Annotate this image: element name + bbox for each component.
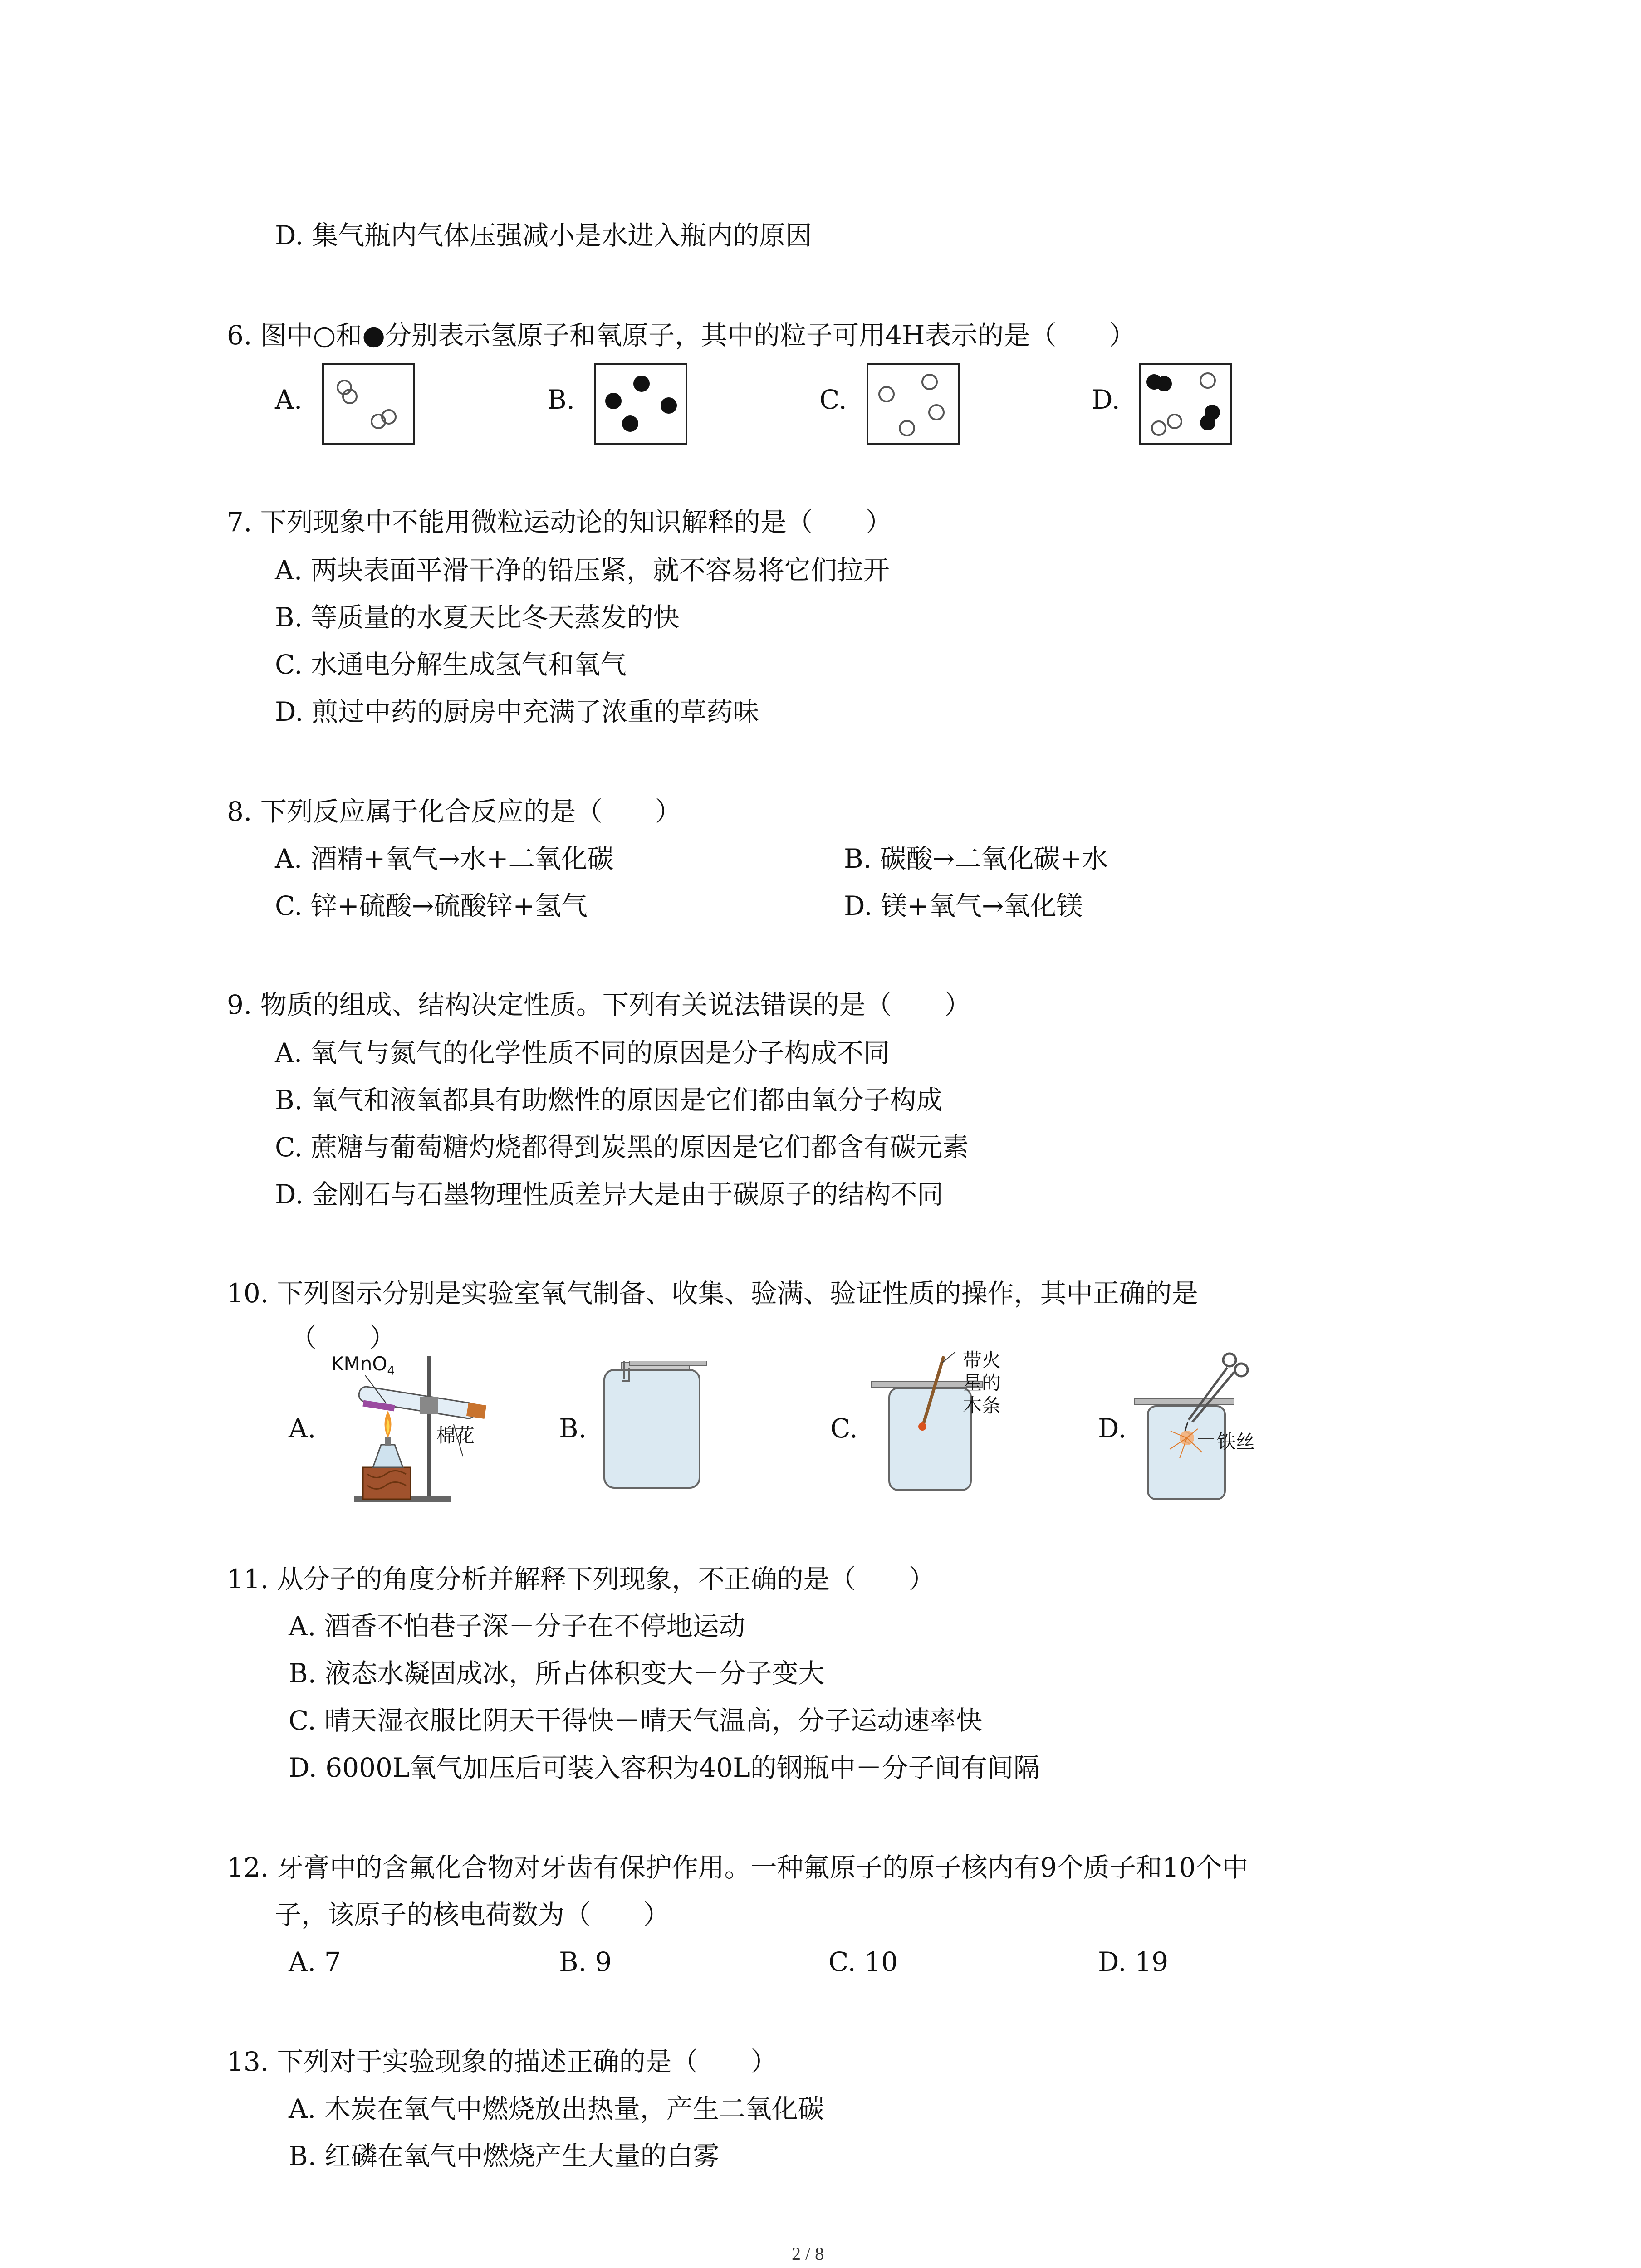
q7-option-a: A. 两块表面平滑干净的铅压紧，就不容易将它们拉开 <box>275 555 890 586</box>
q10-option-b-label: B. <box>559 1413 587 1444</box>
q10-stem-bracket: （ ） <box>290 1322 396 1353</box>
iron-wire-label: 铁丝 <box>1217 1431 1255 1453</box>
q12-option-a: A. 7 <box>289 1946 341 1977</box>
q6-option-c-particle-box <box>867 363 960 445</box>
kmno4-text: KMnO <box>331 1353 387 1375</box>
q9-option-b: B. 氧气和液氧都具有助燃性的原因是它们都由氧分子构成 <box>275 1085 943 1115</box>
q6-option-d-particle-box <box>1139 363 1232 445</box>
q10-stem: 10. 下列图示分别是实验室氧气制备、收集、验满、验证性质的操作，其中正确的是 <box>227 1278 1198 1309</box>
q10-d-iron-wire-burning <box>1134 1352 1298 1501</box>
q11-option-d: D. 6000L氧气加压后可装入容积为40L的钢瓶中－分子间有间隔 <box>289 1752 1040 1783</box>
q8-option-c: C. 锌+硫酸→硫酸锌+氢气 <box>275 890 588 921</box>
q9-stem: 9. 物质的组成、结构决定性质。下列有关说法错误的是（ ） <box>227 989 971 1020</box>
q12-option-c: C. 10 <box>828 1946 898 1977</box>
kmno4-label <box>331 1353 395 1378</box>
q11-option-b: B. 液态水凝固成冰，所占体积变大－分子变大 <box>289 1658 825 1689</box>
q10-option-c-label: C. <box>830 1413 858 1444</box>
splint-label-line2: 星的 <box>963 1372 1001 1394</box>
q6-option-b-particle-box <box>594 363 687 445</box>
q12-option-b: B. 9 <box>559 1946 612 1977</box>
q12-stem-line1: 12. 牙膏中的含氟化合物对牙齿有保护作用。一种氟原子的原子核内有9个质子和10个中 <box>227 1852 1249 1883</box>
q13-option-b: B. 红磷在氧气中燃烧产生大量的白雾 <box>289 2141 720 2171</box>
q7-stem: 7. 下列现象中不能用微粒运动论的知识解释的是（ ） <box>227 507 892 538</box>
q9-option-d: D. 金刚石与石墨物理性质差异大是由于碳原子的结构不同 <box>275 1179 944 1210</box>
q10-c-glowing-splint-test <box>871 1347 1016 1492</box>
collection-bottle-drawing <box>603 1361 708 1492</box>
q8-option-b: B. 碳酸→二氧化碳+水 <box>844 843 1108 874</box>
q10-option-a-label: A. <box>289 1413 316 1444</box>
q13-option-a: A. 木炭在氧气中燃烧放出热量，产生二氧化碳 <box>289 2093 824 2124</box>
q9-option-c: C. 蔗糖与葡萄糖灼烧都得到炭黑的原因是它们都含有碳元素 <box>275 1132 969 1163</box>
q12-stem-line2: 子，该原子的核电荷数为（ ） <box>275 1899 670 1930</box>
q11-stem: 11. 从分子的角度分析并解释下列现象，不正确的是（ ） <box>227 1564 935 1594</box>
q5-option-d: D. 集气瓶内气体压强减小是水进入瓶内的原因 <box>275 220 812 251</box>
q10-a-heating-apparatus <box>331 1352 522 1506</box>
q6-option-b-label: B. <box>547 384 575 415</box>
iron-wire-drawing <box>1134 1352 1298 1501</box>
splint-label-line3: 木条 <box>963 1394 1001 1417</box>
q6-option-d-label: D. <box>1092 384 1120 415</box>
q6-option-c-atoms <box>868 365 958 443</box>
q8-option-d: D. 镁+氧气→氧化镁 <box>844 890 1083 921</box>
q7-option-c: C. 水通电分解生成氢气和氧气 <box>275 649 627 680</box>
q13-stem: 13. 下列对于实验现象的描述正确的是（ ） <box>227 2046 777 2077</box>
q10-option-d-label: D. <box>1098 1413 1127 1444</box>
q12-option-d: D. 19 <box>1098 1946 1169 1977</box>
q11-option-a: A. 酒香不怕巷子深－分子在不停地运动 <box>289 1611 745 1642</box>
q6-stem: 6. 图中○和●分别表示氢原子和氧原子，其中的粒子可用4H表示的是（ ） <box>227 320 1136 351</box>
splint-label-line1: 带火 <box>963 1349 1001 1371</box>
q7-option-d: D. 煎过中药的厨房中充满了浓重的草药味 <box>275 696 759 727</box>
q6-option-b-atoms <box>596 365 686 443</box>
q6-option-d-atoms <box>1141 365 1230 443</box>
q10-b-collection-bottle <box>603 1361 708 1492</box>
q7-option-b: B. 等质量的水夏天比冬天蒸发的快 <box>275 602 680 633</box>
q6-option-c-label: C. <box>819 384 847 415</box>
kmno4-subscript: 4 <box>387 1364 395 1378</box>
page-number: 2 / 8 <box>792 2244 824 2264</box>
q6-option-a-particle-box <box>322 363 415 445</box>
q9-option-a: A. 氧气与氮气的化学性质不同的原因是分子构成不同 <box>275 1037 890 1068</box>
q11-option-c: C. 晴天湿衣服比阴天干得快－晴天气温高，分子运动速率快 <box>289 1705 983 1736</box>
cotton-label: 棉花 <box>436 1424 475 1447</box>
q6-option-a-label: A. <box>275 384 303 415</box>
q8-stem: 8. 下列反应属于化合反应的是（ ） <box>227 796 681 827</box>
q8-option-a: A. 酒精+氧气→水+二氧化碳 <box>275 843 614 874</box>
q6-option-a-atoms <box>324 365 413 443</box>
